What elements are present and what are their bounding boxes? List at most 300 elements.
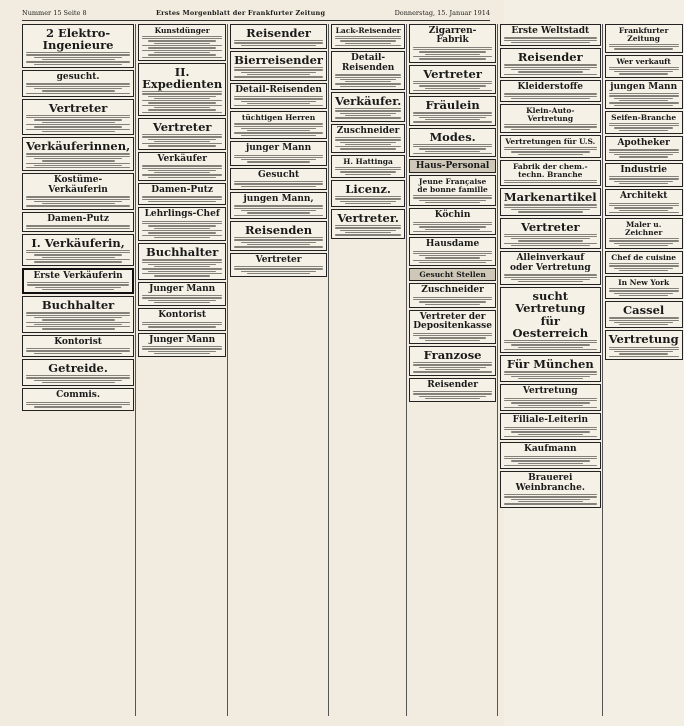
text-line [619, 295, 668, 296]
ad-heading: Seifen-Branche [611, 112, 677, 122]
text-line [26, 115, 130, 116]
text-line [335, 196, 401, 197]
text-line [34, 406, 123, 407]
text-line [148, 102, 216, 103]
text-line [148, 170, 216, 171]
text-line [413, 260, 492, 261]
ad-heading: Vertreter [152, 119, 212, 134]
text-line [511, 42, 590, 43]
text-line [335, 139, 401, 140]
text-line [26, 163, 130, 164]
classified-ad [605, 251, 683, 274]
classified-ad [22, 359, 134, 386]
text-line [419, 367, 486, 368]
text-line [148, 300, 216, 301]
text-line [241, 135, 316, 136]
text-line [609, 152, 679, 153]
text-line [609, 67, 679, 68]
ad-heading: Erste Weltstadt [511, 26, 590, 36]
classified-ad [500, 48, 601, 78]
ad-heading: Reisenden [245, 222, 313, 237]
text-line [511, 69, 590, 70]
ad-heading: Apotheker [617, 137, 670, 148]
text-line [609, 102, 679, 103]
text-line [609, 212, 679, 213]
classified-ad [22, 335, 134, 357]
text-line [425, 119, 480, 120]
ad-heading: Buchhalter [41, 298, 115, 313]
text-line [42, 203, 115, 204]
classified-ad [22, 296, 134, 332]
ad-heading: Vertreter der Depositenkasse [413, 312, 492, 332]
classified-ad [230, 83, 327, 110]
classified-ad [22, 70, 134, 97]
text-line [335, 167, 401, 168]
text-line [234, 268, 323, 269]
text-line [619, 245, 668, 246]
text-line [609, 317, 679, 318]
classified-ad [500, 355, 601, 382]
ad-heading: Cassel [623, 303, 665, 318]
ad-heading: Brauerei Weinbranche. [515, 473, 585, 493]
text-line [241, 271, 316, 272]
classified-ad [331, 24, 405, 49]
text-line [26, 167, 130, 168]
text-line [504, 64, 597, 65]
text-line [345, 43, 391, 44]
classified-ad [605, 301, 683, 328]
text-line [247, 161, 309, 162]
text-line [335, 146, 401, 147]
text-line [511, 460, 590, 461]
text-line [425, 369, 480, 370]
classified-ad [230, 221, 327, 251]
text-line [609, 93, 679, 94]
text-line [504, 234, 597, 235]
text-line [148, 232, 216, 233]
column-filler [331, 241, 405, 716]
text-line [518, 463, 583, 464]
text-line [34, 317, 123, 318]
ad-heading: Kaufmann [524, 444, 577, 455]
ad-heading: Vertretung [608, 332, 679, 347]
text-line [345, 144, 391, 145]
text-line [34, 126, 123, 127]
text-line [504, 456, 597, 457]
text-line [34, 201, 123, 202]
ad-heading: Filiale-Leiterin [512, 415, 588, 426]
text-line [504, 465, 597, 466]
column-filler [138, 359, 226, 716]
ad-column [230, 24, 329, 716]
text-line [148, 47, 216, 48]
text-line [425, 202, 480, 203]
text-line [609, 263, 679, 264]
text-line [413, 197, 492, 198]
ad-heading: Zuschneider [421, 285, 484, 296]
text-line [234, 98, 323, 99]
text-line [413, 56, 492, 57]
classified-ad [230, 24, 327, 49]
text-line [34, 254, 123, 255]
text-line [609, 46, 679, 47]
text-line [26, 54, 130, 55]
text-line [142, 297, 222, 298]
text-line [609, 349, 679, 350]
text-line [511, 344, 590, 345]
column-filler [22, 413, 134, 716]
text-line [26, 348, 130, 349]
text-line [148, 326, 216, 327]
text-line [345, 174, 391, 175]
ad-heading: Erste Verkäuferin [33, 270, 123, 281]
text-line [148, 139, 216, 140]
section-banner [409, 159, 496, 173]
text-line [619, 324, 668, 325]
text-line [504, 274, 597, 275]
text-line [234, 69, 323, 70]
text-line [609, 178, 679, 179]
text-line [34, 261, 123, 262]
text-line [335, 137, 401, 138]
text-line [27, 282, 129, 283]
text-line [511, 376, 590, 377]
text-line [42, 328, 115, 329]
text-line [614, 154, 674, 155]
text-line [518, 405, 583, 406]
ad-heading: Köchin [434, 210, 471, 221]
text-line [335, 234, 401, 235]
ad-heading: Damen-Putz [47, 213, 109, 224]
classified-ad [138, 282, 226, 307]
classified-ad [138, 333, 226, 358]
text-line [340, 148, 396, 149]
classified-ad [230, 51, 327, 81]
ad-heading: Fräulein [425, 98, 480, 113]
classified-ad [605, 55, 683, 78]
text-line [148, 96, 216, 97]
text-line [511, 499, 590, 500]
ad-heading: Wer verkauft [616, 56, 671, 66]
classified-ad [500, 24, 601, 46]
classified-ad [605, 80, 683, 109]
text-line [148, 264, 216, 265]
ad-heading: Detail-Reisenden [235, 84, 322, 95]
text-line [26, 377, 130, 378]
text-line [142, 262, 222, 263]
ad-heading: Getreide. [48, 361, 108, 376]
classified-ad [409, 237, 496, 266]
text-line [609, 356, 679, 357]
classified-ad [605, 218, 683, 249]
text-line [345, 115, 391, 116]
column-filler [605, 362, 683, 716]
text-line [504, 126, 597, 127]
text-line [518, 501, 583, 502]
text-line [504, 182, 597, 183]
text-line [34, 158, 123, 159]
text-line [619, 183, 668, 184]
text-line [234, 237, 323, 238]
ad-column [409, 24, 498, 716]
classified-ad [138, 308, 226, 330]
text-line [425, 88, 480, 89]
text-line [609, 290, 679, 291]
classified-ad [605, 330, 683, 360]
text-line [413, 364, 492, 365]
ad-heading: Alleinverkauf oder Vertretung [509, 253, 591, 273]
text-line [26, 83, 130, 84]
ad-heading: Kleiderstoffe [517, 81, 584, 92]
text-line [142, 38, 222, 39]
text-line [335, 227, 401, 228]
text-line [241, 159, 316, 160]
text-line [413, 115, 492, 116]
text-line [419, 200, 486, 201]
text-line [614, 322, 674, 323]
text-line [154, 302, 210, 303]
classified-ad [138, 207, 226, 241]
text-line [619, 73, 668, 74]
classified-ad [409, 283, 496, 308]
text-line [609, 125, 679, 126]
ad-heading: 2 Elektro-Ingenieure [42, 26, 114, 53]
ad-heading: Reisender [517, 50, 583, 65]
text-line [34, 324, 123, 325]
text-line [42, 131, 115, 132]
text-line [234, 157, 323, 158]
classified-ad [605, 111, 683, 134]
text-line [614, 105, 674, 106]
text-line [619, 270, 668, 271]
text-line [619, 210, 668, 211]
text-line [142, 324, 222, 325]
text-line [154, 141, 210, 142]
text-line [26, 350, 130, 351]
text-line [42, 122, 115, 123]
text-line [34, 57, 123, 58]
ad-heading: Lack-Reisender [335, 26, 401, 35]
text-line [154, 266, 210, 267]
text-line [609, 205, 679, 206]
text-line [335, 36, 401, 37]
text-line [154, 237, 210, 238]
text-line [34, 64, 123, 65]
ad-heading: Verkäufer [157, 153, 207, 164]
classified-ad [230, 168, 327, 190]
classified-ad [138, 118, 226, 150]
text-line [247, 244, 309, 245]
text-line [419, 148, 486, 149]
text-line [234, 42, 323, 43]
text-line [247, 103, 309, 104]
classified-ad [500, 287, 601, 353]
text-line [504, 277, 597, 278]
text-line [241, 242, 316, 243]
ad-heading: Maler u. Zeichner [625, 220, 663, 238]
ad-heading: Vertreter [48, 100, 108, 115]
ad-column [605, 24, 684, 716]
text-line [27, 284, 129, 285]
text-line [413, 81, 492, 82]
text-line [518, 211, 583, 212]
text-line [504, 207, 597, 208]
text-line [35, 287, 122, 288]
ad-heading: Kontorist [54, 336, 102, 347]
text-line [154, 98, 210, 99]
text-line [504, 149, 597, 150]
text-line [26, 322, 130, 323]
text-line [504, 236, 597, 237]
text-line [42, 289, 113, 290]
text-line [504, 96, 597, 97]
text-line [419, 337, 486, 338]
text-line [511, 209, 590, 210]
ad-heading: Für München [506, 357, 594, 372]
text-line [142, 235, 222, 236]
classified-ad [331, 92, 405, 122]
text-line [419, 255, 486, 256]
text-line [234, 205, 323, 206]
text-line [247, 273, 309, 274]
text-line [614, 293, 674, 294]
text-line [413, 299, 492, 300]
classified-ad [500, 80, 601, 102]
text-line [234, 105, 323, 106]
text-line [335, 198, 401, 199]
text-line [413, 391, 492, 392]
text-line [247, 212, 309, 213]
text-line [614, 127, 674, 128]
text-line [609, 238, 679, 239]
page-header [22, 6, 490, 21]
classified-ad [409, 208, 496, 235]
text-line [26, 129, 130, 130]
ad-heading: Frankfurter Zeitung [618, 26, 669, 43]
text-line [142, 57, 222, 58]
text-line [142, 50, 222, 51]
ad-heading: Hausdame [425, 239, 480, 250]
text-line [42, 319, 115, 320]
ad-heading: Fabrik der chem.-techn. Branche [512, 161, 588, 179]
text-line [154, 43, 210, 44]
ad-heading: Vertreter [423, 66, 482, 81]
text-line [609, 347, 679, 348]
text-line [504, 40, 597, 41]
classified-ad [605, 163, 683, 188]
text-line [413, 297, 492, 298]
text-line [148, 351, 216, 352]
ad-heading: Reisender [246, 26, 311, 40]
text-line [142, 165, 222, 166]
ad-heading: Vertreter [255, 254, 302, 265]
text-line [247, 74, 309, 75]
text-line [340, 113, 396, 114]
text-line [335, 38, 401, 39]
text-line [26, 315, 130, 316]
text-line [26, 252, 130, 253]
classified-ad [230, 141, 327, 166]
ad-heading: Junger Mann [149, 334, 216, 345]
classified-ad [138, 243, 226, 279]
text-line [413, 333, 492, 334]
text-line [26, 52, 130, 53]
text-line [504, 503, 597, 504]
classified-ad [500, 135, 601, 158]
text-line [609, 320, 679, 321]
classified-ad [500, 413, 601, 440]
text-line [234, 181, 323, 182]
section-banner [409, 268, 496, 281]
classified-ad [138, 152, 226, 181]
text-line [504, 180, 597, 181]
text-line [511, 431, 590, 432]
classified-ad [409, 310, 496, 344]
column-filler [409, 404, 496, 716]
text-line [34, 380, 123, 381]
text-line [619, 130, 668, 131]
classified-ad [409, 24, 496, 63]
ad-heading: I. Verkäuferin, [31, 235, 125, 250]
text-line [413, 47, 492, 48]
text-line [148, 201, 216, 202]
text-line [34, 119, 123, 120]
text-line [234, 76, 323, 77]
text-line [345, 203, 391, 204]
classified-ad [409, 128, 496, 158]
text-line [504, 74, 597, 75]
text-line [425, 151, 480, 152]
text-line [609, 288, 679, 289]
text-line [614, 243, 674, 244]
classified-ad [331, 124, 405, 153]
text-line [142, 259, 222, 260]
classified-ad [500, 442, 601, 469]
text-line [504, 374, 597, 375]
text-line [504, 204, 597, 205]
text-line [26, 259, 130, 260]
ad-heading: Modes. [429, 129, 476, 144]
text-line [335, 110, 401, 111]
text-line [419, 301, 486, 302]
text-line [247, 130, 309, 131]
ad-heading: Klein-Auto-Vertretung [526, 106, 575, 124]
text-line [142, 143, 222, 144]
text-line [425, 54, 480, 55]
ad-heading: Vertreter [520, 219, 580, 234]
text-line [504, 371, 597, 372]
text-line [504, 342, 597, 343]
text-line [234, 155, 323, 156]
classified-ad [500, 251, 601, 285]
ad-heading: junger Mann [246, 143, 312, 154]
text-line [614, 48, 674, 49]
ad-heading: Gesucht Stellen [419, 270, 486, 280]
text-line [154, 107, 210, 108]
text-line [413, 251, 492, 252]
classified-ad [331, 155, 405, 178]
text-line [26, 124, 130, 125]
text-line [234, 123, 323, 124]
text-line [34, 353, 123, 354]
text-line [504, 147, 597, 148]
classified-ad [605, 136, 683, 161]
text-line [614, 71, 674, 72]
text-line [26, 153, 130, 154]
text-line [26, 225, 130, 226]
text-line [609, 44, 679, 45]
text-line [413, 121, 492, 122]
